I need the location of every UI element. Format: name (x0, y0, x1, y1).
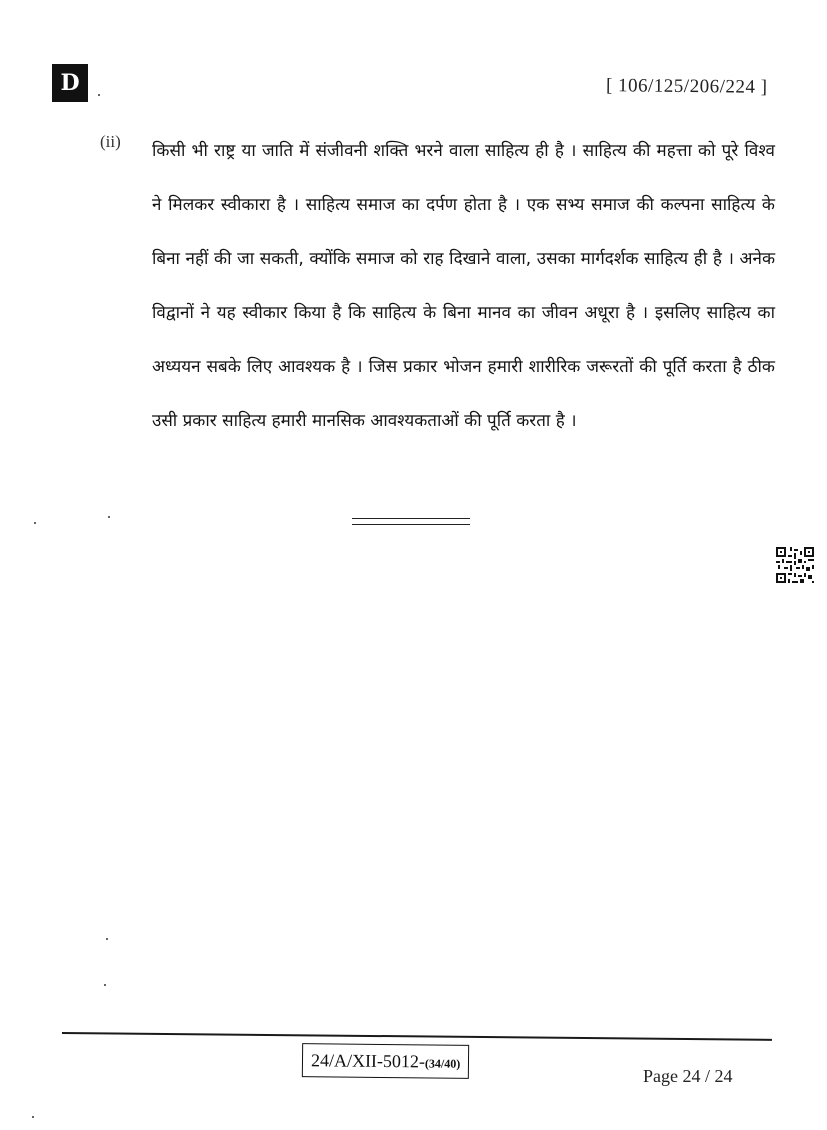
scan-speck (98, 94, 100, 96)
code-reference: [ 106/125/206/224 ] (605, 75, 768, 98)
footer-rule (62, 1032, 772, 1041)
page-number: Page 24 / 24 (643, 1066, 733, 1086)
answer-paragraph: किसी भी राष्ट्र या जाति में संजीवनी शक्ति भरने वाला साहित्य ही है । साहित्य की महत्ता को पूरे विश्व ने मिलकर स्वीकारा है । साहित्य समाज का दर्पण होता है । एक सभ्य समाज की कल्पना साहित्य के बिना नहीं की जा सकती, क्योंकि समाज को राह दिखाने वाला, उसका मार्गदर्शक साहित्य ही है । अनेक विद्वानों ने यह स्वीकार किया है कि साहित्य के बिना मानव का जीवन अधूरा है । इसलिए साहित्य का अध्ययन सबके लिए आवश्यक है । जिस प्रकार भोजन हमारी शारीरिक जरूरतों की पूर्ति करता है ठीक उसी प्रकार साहित्य हमारी मानसिक आवश्यकताओं की पूर्ति करता है । (152, 141, 775, 431)
end-of-answer-rule (352, 518, 470, 525)
paper-code: 24/A/XII-5012- (310, 1050, 426, 1072)
item-marker: (ii) (100, 132, 121, 151)
qr-code-icon (776, 547, 814, 583)
scan-speck (104, 984, 106, 986)
scan-speck (108, 516, 110, 518)
scan-speck (106, 938, 108, 940)
scan-speck (32, 1116, 34, 1118)
scan-speck (34, 522, 36, 524)
paper-code-box (302, 1043, 470, 1079)
sheet-fraction: (34/40) (424, 1056, 461, 1071)
answer-block (100, 124, 775, 448)
section-badge: D (52, 64, 88, 102)
